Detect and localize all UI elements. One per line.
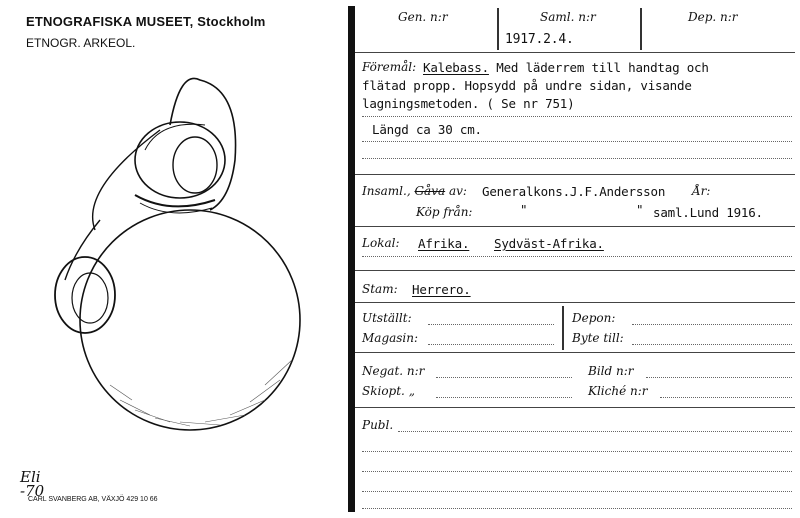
section-rule (355, 174, 795, 175)
rule (362, 141, 792, 142)
rule (362, 451, 792, 452)
skiopt-label: Skiopt. „ (362, 384, 415, 398)
dep-label: Dep. n:r (688, 10, 738, 24)
card-spine (348, 6, 355, 512)
rule (362, 256, 792, 257)
rule (362, 116, 792, 117)
section-rule (355, 407, 795, 408)
col-divider-2 (640, 8, 642, 50)
rule (362, 491, 792, 492)
section-rule (355, 352, 795, 353)
rule (428, 324, 554, 325)
foremal-line-4: Längd ca 30 cm. (372, 122, 482, 137)
kop-label: Köp från: (416, 205, 473, 219)
rule (632, 344, 792, 345)
header-rule (355, 52, 795, 53)
publ-label: Publ. (362, 418, 394, 432)
section-rule (355, 270, 795, 271)
foremal-line-3: lagningsmetoden. ( Se nr 751) (362, 96, 575, 111)
rule (428, 344, 554, 345)
gen-label: Gen. n:r (398, 10, 448, 24)
rule (646, 377, 792, 378)
col-divider-1 (497, 8, 499, 50)
foremal-label: Föremål: (362, 60, 417, 74)
bild-label: Bild n:r (588, 364, 634, 378)
stam-label: Stam: (362, 282, 398, 296)
foremal-line-1 (423, 60, 709, 75)
gava-struck: Gåva (414, 184, 446, 198)
negat-label: Negat. n:r (362, 364, 425, 378)
printer-imprint: CARL SVANBERG AB, VÄXJÖ 429 10 66 (28, 496, 158, 503)
lokal-label: Lokal: (362, 236, 400, 250)
saml-value: 1917.2.4. (505, 32, 574, 47)
rule (362, 508, 792, 509)
foremal-line-2: flätad propp. Hopsydd på undre sidan, visande (362, 78, 692, 93)
insaml-suffix: av: (448, 184, 467, 198)
rule (362, 471, 792, 472)
utstallt-label: Utställt: (362, 311, 412, 325)
kop-quote-2: " (636, 202, 644, 217)
depon-label: Depon: (572, 311, 616, 325)
signature-line-1: Eli (20, 468, 41, 486)
artist-signature (20, 470, 44, 498)
lokal-value-2: Sydväst-Afrika. (494, 236, 604, 251)
byte-label: Byte till: (572, 331, 624, 345)
section-rule (355, 226, 795, 227)
insaml-label (362, 184, 467, 198)
signature-line-2: -70 (20, 482, 45, 500)
rule (398, 431, 792, 432)
lokal-value-1: Afrika. (418, 236, 470, 251)
foremal-line-1-rest: Med läderrem till handtag och (496, 60, 709, 75)
rule (660, 397, 792, 398)
section-rule (355, 302, 795, 303)
ar-label: År: (692, 184, 711, 198)
object-name: Kalebass. (423, 60, 489, 75)
stam-value: Herrero. (412, 282, 471, 297)
rule (436, 397, 572, 398)
rule (632, 324, 792, 325)
rule (436, 377, 572, 378)
museum-name: ETNOGRAFISKA MUSEET, Stockholm (26, 14, 266, 29)
insaml-value: Generalkons.J.F.Andersson (482, 184, 666, 199)
insaml-prefix: Insaml., (362, 184, 411, 198)
cliche-label: Kliché n:r (588, 384, 648, 398)
storage-divider (562, 306, 564, 350)
rule (362, 158, 792, 159)
department-label: ETNOGR. ARKEOL. (26, 36, 136, 50)
saml-label: Saml. n:r (540, 10, 596, 24)
kop-value: saml.Lund 1916. (653, 205, 763, 220)
calabash-drawing-icon (40, 70, 340, 470)
kop-quote-1: " (520, 202, 528, 217)
magasin-label: Magasin: (362, 331, 419, 345)
